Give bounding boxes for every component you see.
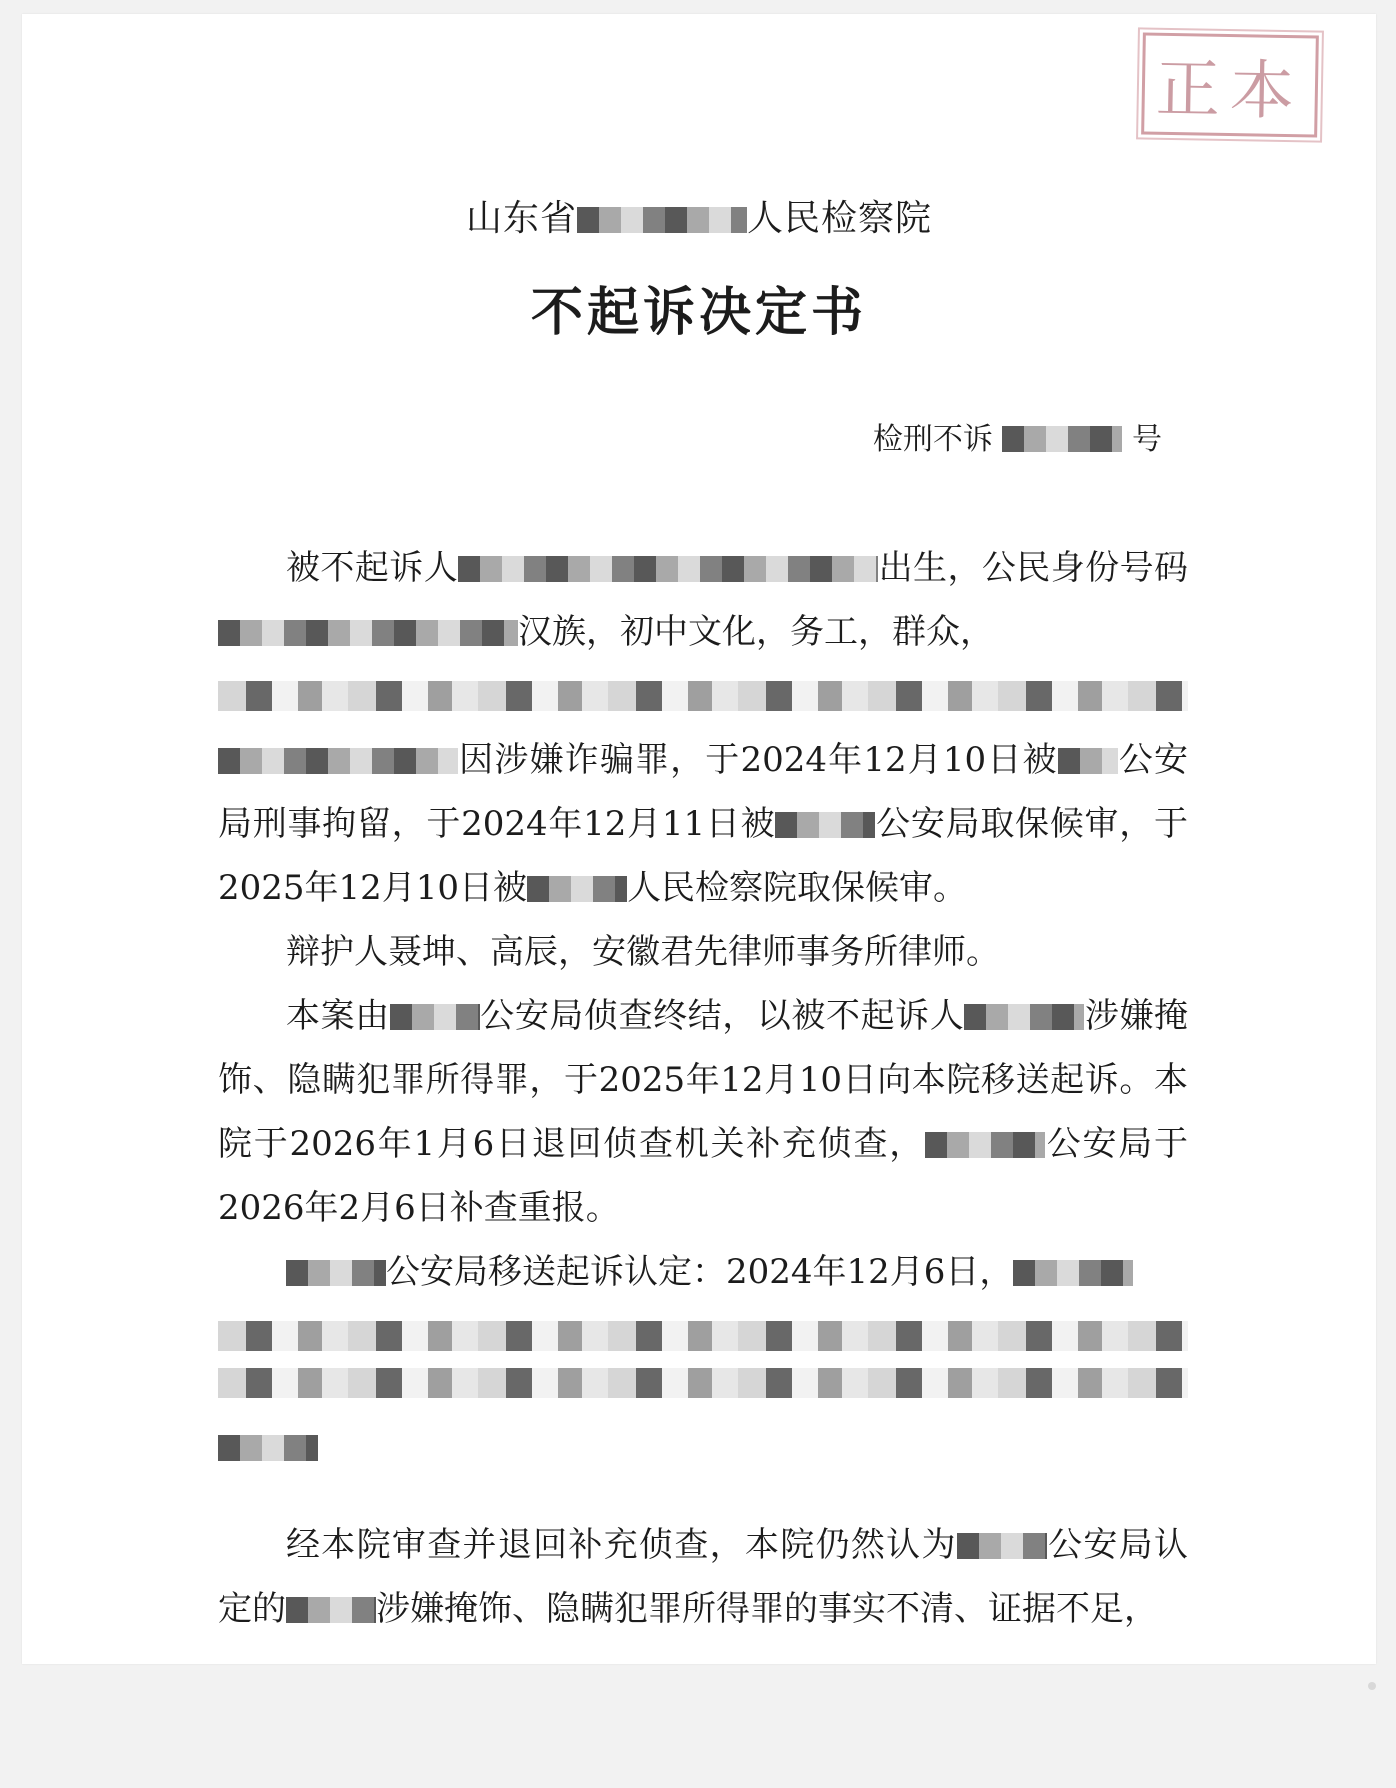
text-run: 涉嫌掩饰、隐瞒犯罪所得罪的事实不清、证据不足， — [376, 1589, 1158, 1629]
redaction-mask — [218, 748, 458, 774]
text-run: 公安局侦查终结，以被不起诉人 — [479, 996, 965, 1036]
redaction-mask — [1013, 1260, 1133, 1286]
text-run: 被不起诉人 — [286, 548, 459, 588]
text-run: 公安局取保候审，于2025年12月10日被 — [218, 804, 1189, 908]
text-run: 人民检察院取保候审。 — [627, 868, 968, 908]
paragraph-defense-counsel: 辩护人聂坤、高辰，安徽君先律师事务所律师。 — [286, 932, 1000, 972]
docno-suffix: 号 — [1132, 422, 1162, 457]
docno-prefix: 检刑不诉 — [872, 422, 993, 457]
redaction-mask — [218, 620, 518, 646]
document-page — [22, 14, 1376, 1664]
text-run: 公安局移送起诉认定：2024年12月6日， — [386, 1252, 1014, 1292]
text-run: 因涉嫌诈骗罪，于2024年12月10日被 — [458, 740, 1058, 780]
redaction-mask — [964, 1004, 1084, 1030]
redaction-mask — [218, 1435, 318, 1461]
stamp-text: 正本 — [1155, 52, 1305, 130]
text-run: 公安局刑事拘留，于2024年12月11日被 — [218, 740, 1188, 844]
document-title: 不起诉决定书 — [530, 282, 867, 343]
document-number — [873, 414, 1162, 458]
text-run: 公安局认定的 — [218, 1525, 1188, 1629]
text-run: 涉嫌掩饰、隐瞒犯罪所得罪，于2025年12月10日向本院移送起诉。本院于2026年1月6日退回侦查机关补充侦查， — [218, 996, 1189, 1164]
redaction-mask — [286, 1260, 386, 1286]
paragraph-review-conclusion — [218, 1513, 1188, 1641]
org-suffix: 人民检察院 — [747, 198, 933, 239]
redaction-mask — [458, 556, 878, 582]
text-run: 公安局于2026年2月6日补查重报。 — [218, 1124, 1189, 1228]
redaction-mask — [957, 1533, 1047, 1559]
paragraph-defendant-info — [218, 536, 1188, 920]
text-run: 出生，公民身份号码 — [878, 548, 1189, 588]
redaction-mask — [775, 812, 875, 838]
redaction-mask — [577, 207, 747, 233]
page-edge-dot — [1368, 1682, 1376, 1690]
original-copy-stamp — [1141, 32, 1319, 137]
redaction-mask — [218, 1368, 1188, 1398]
redaction-mask — [218, 1321, 1188, 1351]
paragraph-police-findings — [218, 1240, 1188, 1479]
text-run: 汉族，初中文化，务工，群众， — [518, 612, 994, 652]
redaction-mask — [527, 876, 627, 902]
redaction-mask — [218, 681, 1188, 711]
redaction-mask — [390, 1004, 480, 1030]
redaction-mask — [286, 1597, 376, 1623]
redaction-mask — [925, 1132, 1045, 1158]
redaction-mask — [1002, 426, 1122, 452]
text-run: 经本院审查并退回补充侦查，本院仍然认为 — [286, 1525, 957, 1565]
redaction-mask — [1058, 748, 1118, 774]
paragraph-case-transfer — [218, 984, 1188, 1240]
text-run: 本案由 — [286, 996, 390, 1036]
document-body — [218, 536, 1188, 1641]
issuing-organization — [22, 190, 1376, 241]
org-prefix: 山东省 — [465, 198, 577, 239]
